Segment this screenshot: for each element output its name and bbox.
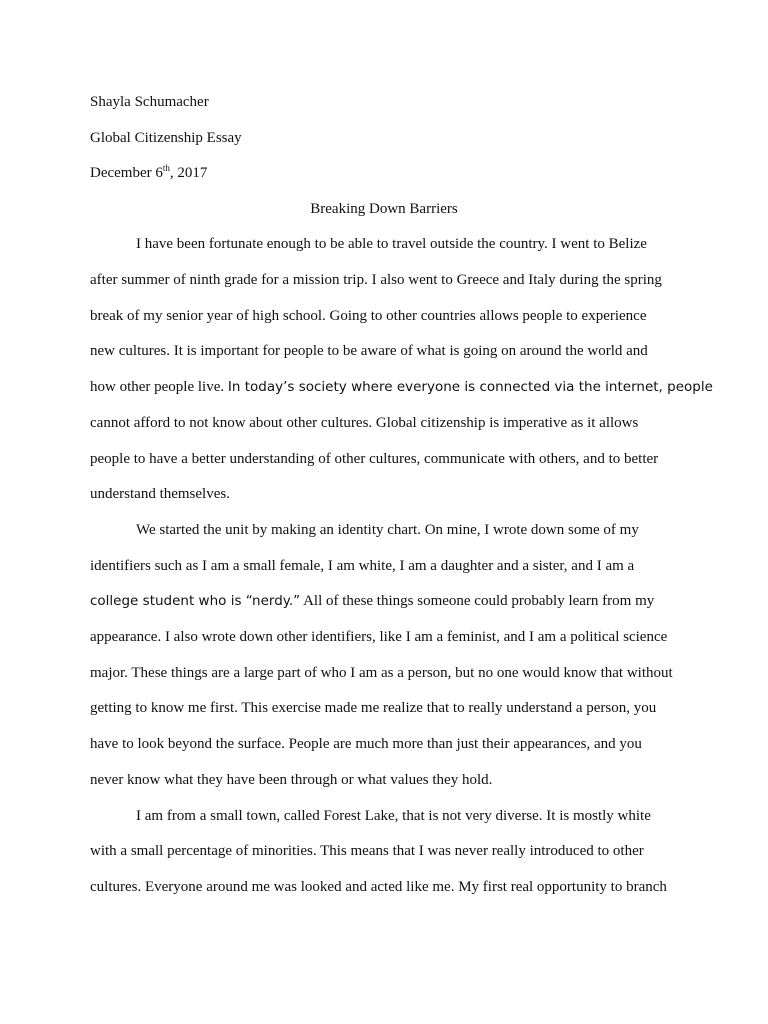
essay-date <box>90 163 207 183</box>
date-main: December 6 <box>90 165 163 181</box>
paragraph-line: never know what they have been through or what values they hold. <box>90 772 493 788</box>
paragraph-line: We started the unit by making an identity chart. On mine, I wrote down some of my <box>136 522 639 538</box>
paragraph-line: major. These things are a large part of who I am as a person, but no one would know that without <box>90 665 673 681</box>
paragraph-line <box>90 377 713 397</box>
paragraph-line: I have been fortunate enough to be able to travel outside the country. I went to Belize <box>136 236 647 252</box>
paragraph-line: understand themselves. <box>90 486 230 502</box>
paragraph-line: getting to know me first. This exercise made me realize that to really understand a person, you <box>90 700 657 716</box>
paragraph-line: appearance. I also wrote down other identifiers, like I am a feminist, and I am a political science <box>90 629 668 645</box>
paragraph-line: people to have a better understanding of other cultures, communicate with others, and to better <box>90 451 659 467</box>
author-name: Shayla Schumacher <box>90 94 209 110</box>
line-segment-alt-font: In today’s society where everyone is connected via the internet, people <box>227 379 713 395</box>
paragraph-line: identifiers such as I am a small female, I am white, I am a daughter and a sister, and I am a <box>90 558 635 574</box>
line-segment: All of these things someone could probably learn from my <box>303 593 655 609</box>
paragraph-line: cultures. Everyone around me was looked and acted like me. My first real opportunity to branch <box>90 879 667 895</box>
paragraph-line: have to look beyond the surface. People are much more than just their appearances, and you <box>90 736 642 752</box>
paragraph-line: with a small percentage of minorities. This means that I was never really introduced to other <box>90 843 644 859</box>
line-segment-alt-font: college student who is “nerdy.” <box>90 593 301 609</box>
paragraph-line: after summer of ninth grade for a mission trip. I also went to Greece and Italy during the spring <box>90 272 662 288</box>
essay-title: Breaking Down Barriers <box>310 201 458 217</box>
date-ordinal: th <box>162 163 170 173</box>
paragraph-line: break of my senior year of high school. Going to other countries allows people to experience <box>90 308 647 324</box>
paragraph-line: cannot afford to not know about other cultures. Global citizenship is imperative as it allows <box>90 415 639 431</box>
paragraph-line <box>90 591 654 611</box>
date-year: , 2017 <box>169 165 208 181</box>
paragraph-line: new cultures. It is important for people to be aware of what is going on around the world and <box>90 343 648 359</box>
course-title: Global Citizenship Essay <box>90 130 242 146</box>
line-segment: how other people live. <box>90 379 225 395</box>
paragraph-line: I am from a small town, called Forest Lake, that is not very diverse. It is mostly white <box>136 808 651 824</box>
